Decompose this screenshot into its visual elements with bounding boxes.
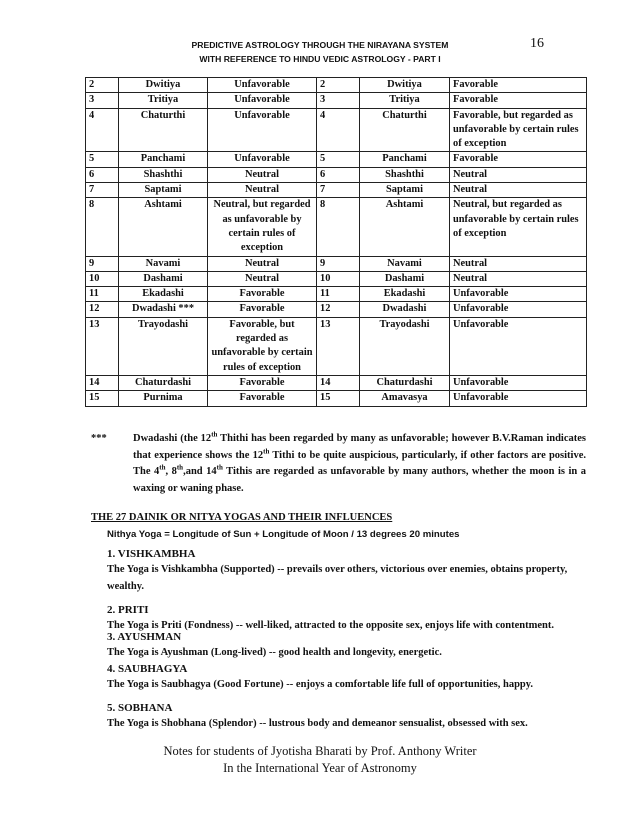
- tithi-number-cell: 8: [317, 198, 360, 256]
- yoga-description: The Yoga is Shobhana (Splendor) -- lustrous body and demeanor sensualist, obsessed with sex.: [107, 718, 528, 730]
- waning-result-cell: Favorable, but regarded as unfavorable by certain rules of exception: [450, 108, 587, 152]
- waxing-result-cell: Neutral: [208, 183, 317, 198]
- tithi-name-cell: Saptami: [360, 183, 450, 198]
- tithi-number-cell: 8: [86, 198, 119, 256]
- table-row: [86, 198, 587, 256]
- waning-result-cell: Favorable: [450, 93, 587, 108]
- tithi-number-cell: 11: [317, 287, 360, 302]
- yoga-title: 1. VISHKAMBHA: [107, 548, 196, 560]
- tithi-number-cell: 15: [317, 391, 360, 406]
- table-row: [86, 287, 587, 302]
- waxing-result-cell: Favorable: [208, 302, 317, 317]
- waning-result-cell: Unfavorable: [450, 391, 587, 406]
- header-line-1: PREDICTIVE ASTROLOGY THROUGH THE NIRAYANA SYSTEM: [191, 40, 449, 50]
- waxing-result-cell: Unfavorable: [208, 108, 317, 152]
- header-line-2: WITH REFERENCE TO HINDU VEDIC ASTROLOGY - PART I: [199, 54, 441, 64]
- page-number: 16: [530, 36, 544, 51]
- tithi-number-cell: 5: [317, 152, 360, 167]
- tithi-number-cell: 15: [86, 391, 119, 406]
- tithi-number-cell: 10: [317, 271, 360, 286]
- tithi-number-cell: 2: [317, 78, 360, 93]
- waning-result-cell: Neutral: [450, 167, 587, 182]
- tithi-name-cell: Dwadashi: [360, 302, 450, 317]
- tithi-number-cell: 5: [86, 152, 119, 167]
- yoga-title: 4. SAUBHAGYA: [107, 663, 188, 675]
- waning-result-cell: Neutral: [450, 183, 587, 198]
- tithi-number-cell: 3: [86, 93, 119, 108]
- table-row: [86, 93, 587, 108]
- tithi-number-cell: 7: [86, 183, 119, 198]
- tithi-name-cell: Dashami: [119, 271, 208, 286]
- yoga-title: 3. AYUSHMAN: [107, 631, 182, 643]
- tithi-number-cell: 11: [86, 287, 119, 302]
- waning-result-cell: Unfavorable: [450, 375, 587, 390]
- yoga-entry: [107, 700, 585, 733]
- table-row: [86, 375, 587, 390]
- tithi-number-cell: 7: [317, 183, 360, 198]
- tithi-name-cell: Ashtami: [119, 198, 208, 256]
- footer-line-2: In the International Year of Astronomy: [223, 761, 417, 775]
- tithi-number-cell: 6: [86, 167, 119, 182]
- waning-result-cell: Unfavorable: [450, 302, 587, 317]
- tithi-number-cell: 13: [86, 317, 119, 375]
- tithi-name-cell: Chaturthi: [119, 108, 208, 152]
- table-row: [86, 317, 587, 375]
- tithi-number-cell: 12: [317, 302, 360, 317]
- tithi-name-cell: Tritiya: [119, 93, 208, 108]
- tithi-name-cell: Navami: [119, 256, 208, 271]
- tithi-name-cell: Chaturdashi: [119, 375, 208, 390]
- tithi-name-cell: Chaturdashi: [360, 375, 450, 390]
- tithi-name-cell: Amavasya: [360, 391, 450, 406]
- tithi-number-cell: 12: [86, 302, 119, 317]
- tithi-number-cell: 4: [317, 108, 360, 152]
- table-row: [86, 256, 587, 271]
- waning-result-cell: Unfavorable: [450, 317, 587, 375]
- waxing-result-cell: Unfavorable: [208, 78, 317, 93]
- tithi-table-body: [86, 78, 587, 407]
- yoga-title: 2. PRITI: [107, 604, 149, 616]
- waxing-result-cell: Neutral: [208, 167, 317, 182]
- waning-result-cell: Neutral, but regarded as unfavorable by certain rules of exception: [450, 198, 587, 256]
- tithi-table: [85, 77, 587, 407]
- tithi-number-cell: 4: [86, 108, 119, 152]
- tithi-name-cell: Trayodashi: [360, 317, 450, 375]
- yoga-entry: [107, 661, 585, 694]
- table-row: [86, 302, 587, 317]
- yoga-description: The Yoga is Ayushman (Long-lived) -- good health and longevity, energetic.: [107, 647, 442, 659]
- tithi-name-cell: Shashthi: [360, 167, 450, 182]
- tithi-name-cell: Navami: [360, 256, 450, 271]
- dwadashi-note: [91, 431, 586, 497]
- tithi-name-cell: Panchami: [360, 152, 450, 167]
- tithi-name-cell: Purnima: [119, 391, 208, 406]
- tithi-number-cell: 14: [86, 375, 119, 390]
- tithi-number-cell: 6: [317, 167, 360, 182]
- note-text: Dwadashi (the 12th Thithi has been regarded by many as unfavorable; however B.V.Raman indicates that experience shows the 12th Tithi to be quite auspicious, particularly, if other factors are positive. The 4th, 8th,and 14th Tithis are regarded as unfavorable by many authors, whether the moon is in a waxing or waning phase.: [133, 430, 587, 494]
- note-marker: ***: [91, 433, 107, 444]
- tithi-name-cell: Ekadashi: [360, 287, 450, 302]
- tithi-number-cell: 9: [317, 256, 360, 271]
- table-row: [86, 271, 587, 286]
- page-footer: [120, 743, 520, 777]
- waxing-result-cell: Neutral: [208, 256, 317, 271]
- nithya-yoga-formula: Nithya Yoga = Longitude of Sun + Longitude of Moon / 13 degrees 20 minutes: [107, 529, 460, 540]
- waxing-result-cell: Favorable: [208, 287, 317, 302]
- tithi-name-cell: Panchami: [119, 152, 208, 167]
- waxing-result-cell: Unfavorable: [208, 93, 317, 108]
- tithi-name-cell: Ashtami: [360, 198, 450, 256]
- waning-result-cell: Unfavorable: [450, 287, 587, 302]
- tithi-number-cell: 13: [317, 317, 360, 375]
- tithi-number-cell: 2: [86, 78, 119, 93]
- running-header: [120, 38, 520, 66]
- yoga-entry: [107, 546, 585, 595]
- tithi-name-cell: Shashthi: [119, 167, 208, 182]
- section-heading: THE 27 DAINIK OR NITYA YOGAS AND THEIR INFLUENCES: [91, 512, 393, 523]
- tithi-name-cell: Trayodashi: [119, 317, 208, 375]
- table-row: [86, 167, 587, 182]
- footer-line-1: Notes for students of Jyotisha Bharati by Prof. Anthony Writer: [163, 744, 477, 758]
- tithi-number-cell: 10: [86, 271, 119, 286]
- yoga-description: The Yoga is Vishkambha (Supported) -- prevails over others, victorious over enemies, obtains property, wealthy.: [107, 564, 568, 592]
- tithi-name-cell: Dashami: [360, 271, 450, 286]
- waxing-result-cell: Neutral, but regarded as unfavorable by certain rules of exception: [208, 198, 317, 256]
- tithi-name-cell: Chaturthi: [360, 108, 450, 152]
- tithi-name-cell: Dwitiya: [360, 78, 450, 93]
- table-row: [86, 78, 587, 93]
- waning-result-cell: Favorable: [450, 78, 587, 93]
- yoga-title: 5. SOBHANA: [107, 702, 173, 714]
- tithi-name-cell: Saptami: [119, 183, 208, 198]
- tithi-name-cell: Dwadashi ***: [119, 302, 208, 317]
- yoga-description: The Yoga is Priti (Fondness) -- well-liked, attracted to the opposite sex, enjoys life with contentment.: [107, 620, 554, 632]
- table-row: [86, 391, 587, 406]
- tithi-name-cell: Dwitiya: [119, 78, 208, 93]
- yoga-description: The Yoga is Saubhagya (Good Fortune) -- enjoys a comfortable life full of opportunities, happy.: [107, 679, 534, 691]
- waxing-result-cell: Favorable, but regarded as unfavorable by certain rules of exception: [208, 317, 317, 375]
- tithi-number-cell: 14: [317, 375, 360, 390]
- tithi-name-cell: Tritiya: [360, 93, 450, 108]
- table-row: [86, 152, 587, 167]
- waxing-result-cell: Neutral: [208, 271, 317, 286]
- waxing-result-cell: Unfavorable: [208, 152, 317, 167]
- tithi-number-cell: 9: [86, 256, 119, 271]
- waning-result-cell: Favorable: [450, 152, 587, 167]
- tithi-number-cell: 3: [317, 93, 360, 108]
- tithi-name-cell: Ekadashi: [119, 287, 208, 302]
- waning-result-cell: Neutral: [450, 256, 587, 271]
- waxing-result-cell: Favorable: [208, 375, 317, 390]
- table-row: [86, 108, 587, 152]
- waxing-result-cell: Favorable: [208, 391, 317, 406]
- table-row: [86, 183, 587, 198]
- waning-result-cell: Neutral: [450, 271, 587, 286]
- yoga-entry: [107, 629, 585, 662]
